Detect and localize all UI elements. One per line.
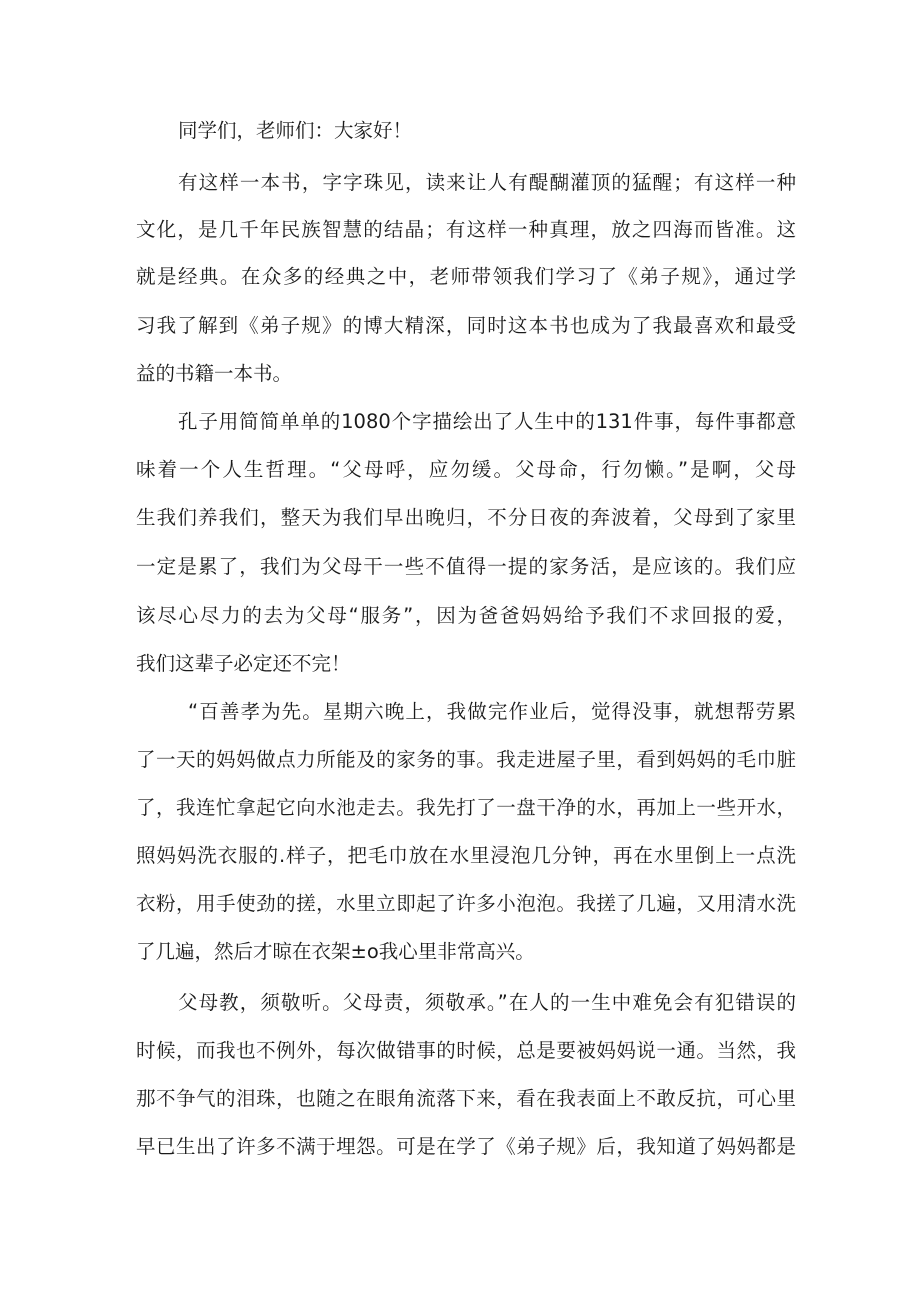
paragraph-3-line-1: “百善孝为先。星期六晚上，我做完作业后，觉得没事，就想帮劳累 <box>188 700 796 723</box>
paragraph-4-line-4: 早已生出了许多不满于埋怨。可是在学了《弟子规》后，我知道了妈妈都是 <box>136 1135 796 1158</box>
paragraph-3-line-3: 了，我连忙拿起它向水池走去。我先打了一盘干净的水，再加上一些开水， <box>136 796 796 819</box>
paragraph-2-line-2: 味着一个人生哲理。“父母呼，应勿缓。父母命，行勿懒。”是啊，父母 <box>136 458 796 481</box>
paragraph-1-line-1: 有这样一本书，字字珠见，读来让人有醍醐灌顶的猛醒；有这样一种 <box>178 171 796 194</box>
paragraph-1-line-4: 习我了解到《弟子规》的博大精深，同时这本书也成为了我最喜欢和最受 <box>136 314 796 337</box>
paragraph-2-line-3: 生我们养我们，整天为我们早出晚归，不分日夜的奔波着，父母到了家里 <box>136 506 796 529</box>
paragraph-3-line-2: 了一天的妈妈做点力所能及的家务的事。我走进屋子里，看到妈妈的毛巾脏 <box>136 748 796 771</box>
paragraph-2-line-1: 孔子用简简单单的1080个字描绘出了人生中的131件事，每件事都意 <box>178 410 796 433</box>
paragraph-2-line-4: 一定是累了，我们为父母干一些不值得一提的家务活，是应该的。我们应 <box>136 555 796 578</box>
paragraph-1-line-5: 益的书籍一本书。 <box>136 362 293 385</box>
paragraph-1-line-3: 就是经典。在众多的经典之中，老师带领我们学习了《弟子规》，通过学 <box>136 265 796 288</box>
paragraph-4-line-2: 时候，而我也不例外，每次做错事的时候，总是要被妈妈说一通。当然，我 <box>136 1039 796 1062</box>
paragraph-4-line-3: 那不争气的泪珠，也随之在眼角流落下来，看在我表面上不敢反抗，可心里 <box>136 1087 796 1110</box>
paragraph-1-line-2: 文化，是几千年民族智慧的结晶；有这样一种真理，放之四海而皆准。这 <box>136 218 796 241</box>
greeting-line: 同学们，老师们：大家好！ <box>178 119 413 142</box>
paragraph-3-line-4: 照妈妈洗衣服的.样子，把毛巾放在水里浸泡几分钟，再在水里倒上一点洗 <box>136 844 796 867</box>
paragraph-2-line-6: 我们这辈子必定还不完！ <box>136 652 351 675</box>
paragraph-3-line-6: 了几遍，然后才晾在衣架±o我心里非常高兴。 <box>136 940 535 963</box>
paragraph-2-line-5: 该尽心尽力的去为父母“服务”，因为爸爸妈妈给予我们不求回报的爱， <box>136 604 796 627</box>
paragraph-3-line-5: 衣粉，用手使劲的搓，水里立即起了许多小泡泡。我搓了几遍，又用清水洗 <box>136 892 796 915</box>
paragraph-4-line-1: 父母教，须敬听。父母责，须敬承。”在人的一生中难免会有犯错误的 <box>178 991 796 1014</box>
